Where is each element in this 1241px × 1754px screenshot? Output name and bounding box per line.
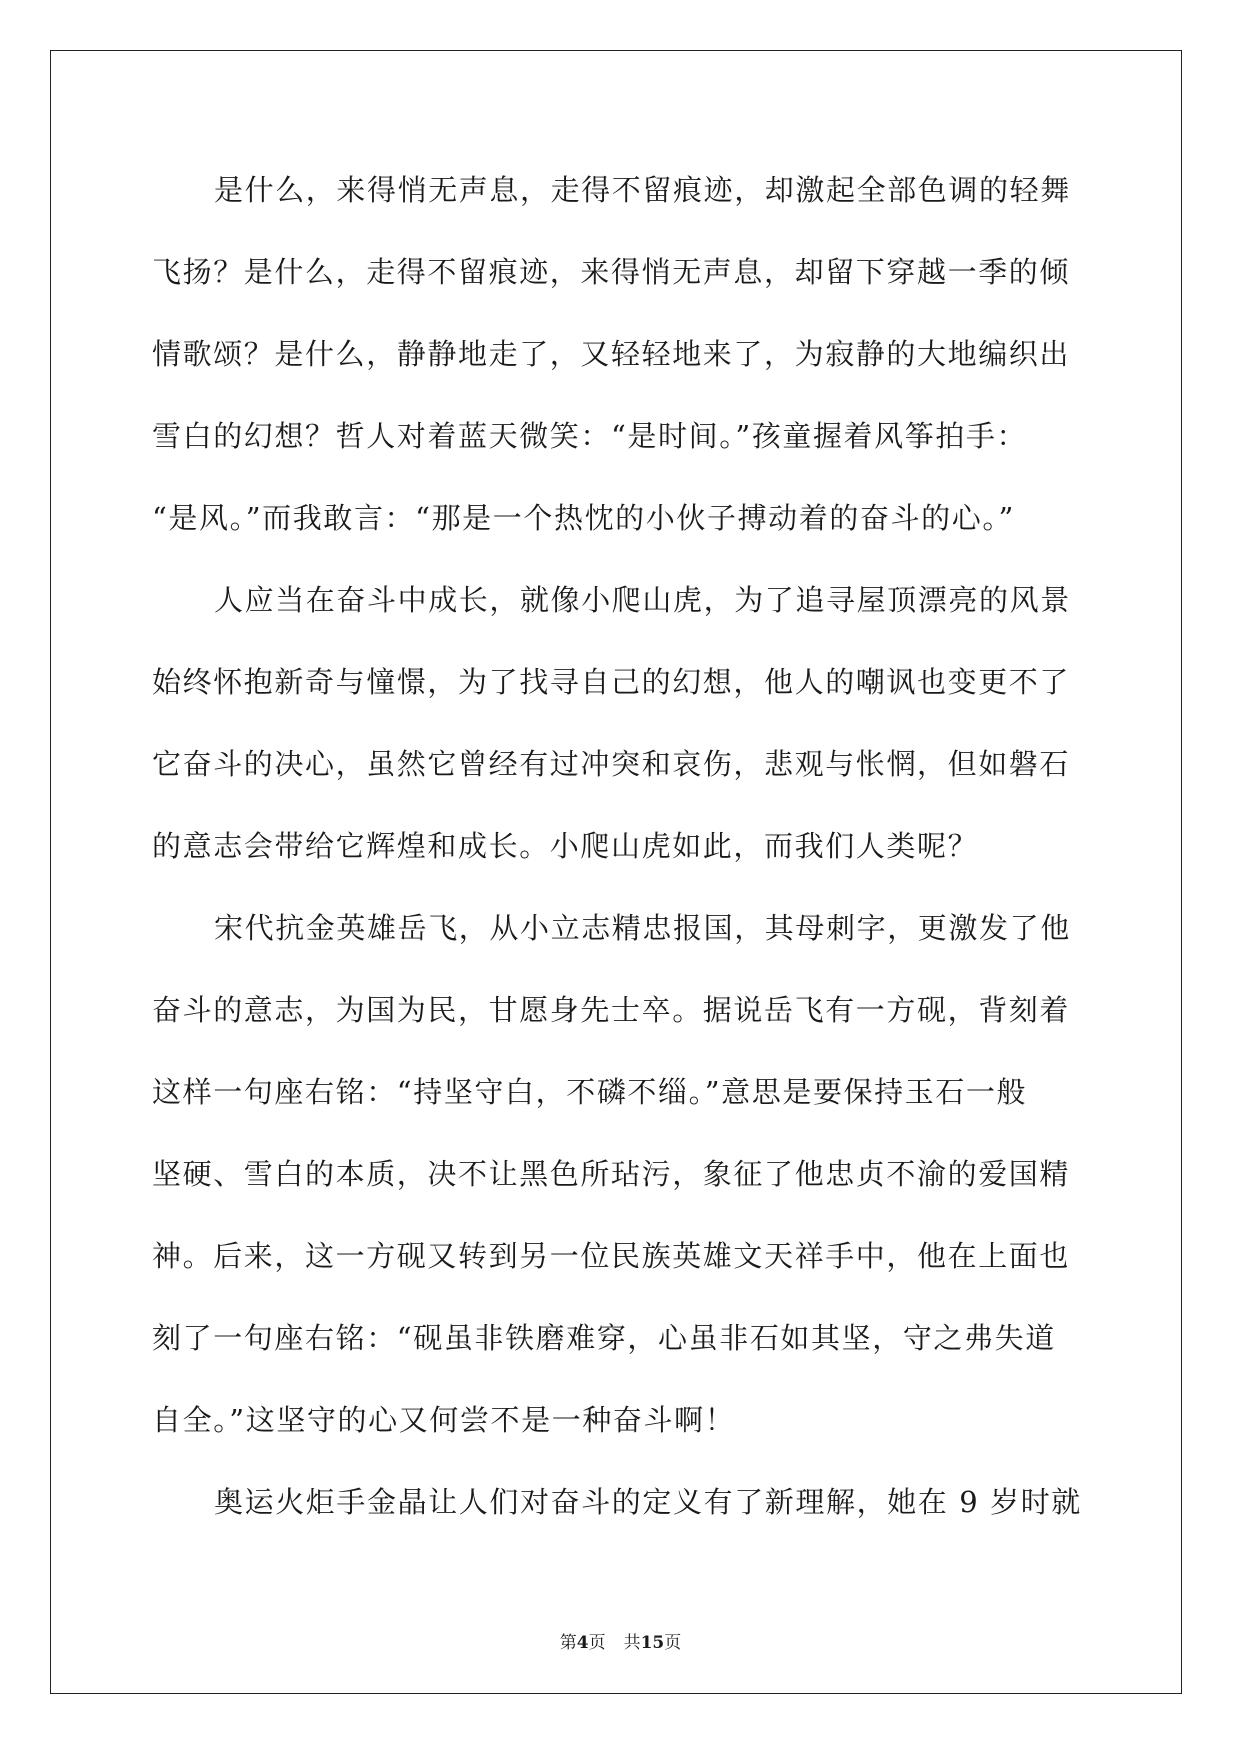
paragraph-3-line-7: 自全。”这坚守的心又何尝不是一种奋斗啊！ bbox=[152, 1403, 736, 1437]
total-prefix: 共 bbox=[623, 1633, 641, 1653]
page-suffix: 页 bbox=[588, 1633, 606, 1653]
document-body bbox=[152, 164, 1092, 1558]
paragraph-2-line-4: 的意志会带给它辉煌和成长。小爬山虎如此，而我们人类呢？ bbox=[152, 829, 979, 863]
paragraph-4-line-1: 奥运火炬手金晶让人们对奋斗的定义有了新理解，她在 9 岁时就 bbox=[214, 1485, 1082, 1519]
paragraph-2-line-2: 始终怀抱新奇与憧憬，为了找寻自己的幻想，他人的嘲讽也变更不了 bbox=[152, 665, 1071, 699]
page-prefix: 第 bbox=[559, 1633, 577, 1653]
paragraph-1-line-1: 是什么，来得悄无声息，走得不留痕迹，却激起全部色调的轻舞 bbox=[214, 173, 1071, 207]
page-number: 4 bbox=[576, 1633, 589, 1653]
paragraph-3-line-5: 神。后来，这一方砚又转到另一位民族英雄文天祥手中，他在上面也 bbox=[152, 1239, 1071, 1273]
paragraph-1-line-4: 雪白的幻想？哲人对着蓝天微笑：“是时间。”孩童握着风筝拍手： bbox=[152, 419, 1028, 453]
paragraph-3-line-1: 宋代抗金英雄岳飞，从小立志精忠报国，其母刺字，更激发了他 bbox=[214, 911, 1071, 945]
total-pages: 15 bbox=[640, 1633, 665, 1653]
total-suffix: 页 bbox=[664, 1633, 682, 1653]
paragraph-3-line-3: 这样一句座右铭：“持坚守白，不磷不缁。”意思是要保持玉石一般 bbox=[152, 1075, 1028, 1109]
paragraph-3-line-6: 刻了一句座右铭：“砚虽非铁磨难穿，心虽非石如其坚，守之弗失道 bbox=[152, 1321, 1056, 1355]
paragraph-2-line-3: 它奋斗的决心，虽然它曾经有过冲突和哀伤，悲观与怅惘，但如磐石 bbox=[152, 747, 1071, 781]
paragraph-1-line-3: 情歌颂？是什么，静静地走了，又轻轻地来了，为寂静的大地编织出 bbox=[152, 337, 1071, 371]
paragraph-3-line-4: 坚硬、雪白的本质，决不让黑色所玷污，象征了他忠贞不渝的爱国精 bbox=[152, 1157, 1071, 1191]
paragraph-1-line-5: “是风。”而我敢言：“那是一个热忱的小伙子搏动着的奋斗的心。” bbox=[152, 501, 1015, 535]
paragraph-2-line-1: 人应当在奋斗中成长，就像小爬山虎，为了追寻屋顶漂亮的风景 bbox=[214, 583, 1071, 617]
page-footer bbox=[0, 1628, 1241, 1653]
paragraph-1-line-2: 飞扬？是什么，走得不留痕迹，来得悄无声息，却留下穿越一季的倾 bbox=[152, 255, 1071, 289]
paragraph-3-line-2: 奋斗的意志，为国为民，甘愿身先士卒。据说岳飞有一方砚，背刻着 bbox=[152, 993, 1071, 1027]
